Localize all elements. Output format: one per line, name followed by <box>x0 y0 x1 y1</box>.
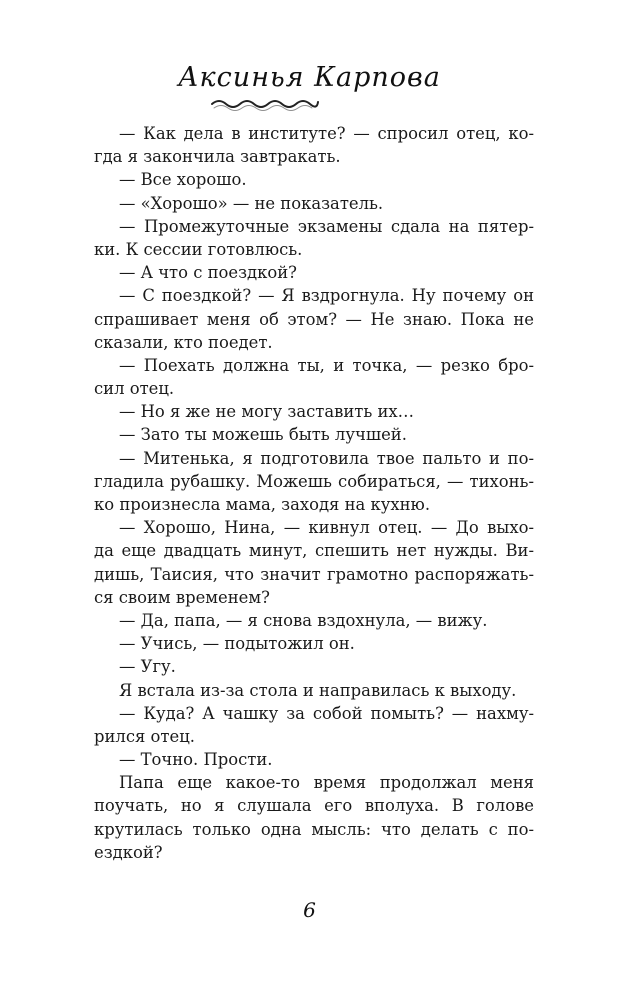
text-line: спрашивает меня об этом? — Не знаю. Пока не <box>94 309 534 329</box>
text-line: — Зато ты можешь быть лучшей. <box>119 425 407 445</box>
text-line: — Поехать должна ты, и точка, — резко бро- <box>119 355 534 375</box>
text-line: — С поездкой? — Я вздрогнула. Ну почему он <box>119 286 534 306</box>
text-line: — Да, папа, — я снова вздохнула, — вижу. <box>119 610 488 630</box>
text-line: крутилась только одна мысль: что делать с по- <box>94 819 534 839</box>
body-text <box>94 122 534 864</box>
text-line: — Угу. <box>119 657 176 677</box>
author-name: Аксинья Карпова <box>178 62 441 93</box>
text-line: — Учись, — подытожил он. <box>119 634 355 654</box>
text-line: дишь, Таисия, что значит грамотно распоряжать- <box>94 564 534 584</box>
text-line: сказали, кто поедет. <box>94 332 273 352</box>
text-line: да еще двадцать минут, спешить нет нужды. Ви- <box>94 541 534 561</box>
text-line: — Митенька, я подготовила твое пальто и по- <box>119 448 534 468</box>
text-line: сил отец. <box>94 379 175 399</box>
page-number: 6 <box>303 898 316 922</box>
text-line: рился отец. <box>94 726 195 746</box>
text-line: — «Хорошо» — не показатель. <box>119 193 384 213</box>
running-header <box>0 58 619 118</box>
text-line: — Но я же не могу заставить их… <box>119 402 415 422</box>
text-line: Я встала из-за стола и направилась к выходу. <box>119 680 517 700</box>
text-line: Папа еще какое-то время продолжал меня <box>119 773 534 793</box>
text-line: — Хорошо, Нина, — кивнул отец. — До выхо- <box>119 518 534 538</box>
text-line: — Все хорошо. <box>119 170 247 190</box>
text-line: ки. К сессии готовлюсь. <box>94 239 303 259</box>
text-line: гда я закончила завтракать. <box>94 147 341 167</box>
text-line: ездкой? <box>94 842 163 862</box>
wave-ornament-icon <box>210 96 320 112</box>
text-line: — А что с поездкой? <box>119 263 297 283</box>
text-line: — Куда? А чашку за собой помыть? — нахму- <box>119 703 534 723</box>
text-line: — Как дела в институте? — спросил отец, ко- <box>119 124 534 143</box>
text-line: — Точно. Прости. <box>119 750 273 770</box>
text-line: поучать, но я слушала его вполуха. В голове <box>94 796 534 816</box>
text-line: гладила рубашку. Можешь собираться, — тихонь- <box>94 471 534 491</box>
text-line: ся своим временем? <box>94 587 270 607</box>
text-line: ко произнесла мама, заходя на кухню. <box>94 495 431 514</box>
text-line: — Промежуточные экзамены сдала на пятер- <box>119 216 534 236</box>
